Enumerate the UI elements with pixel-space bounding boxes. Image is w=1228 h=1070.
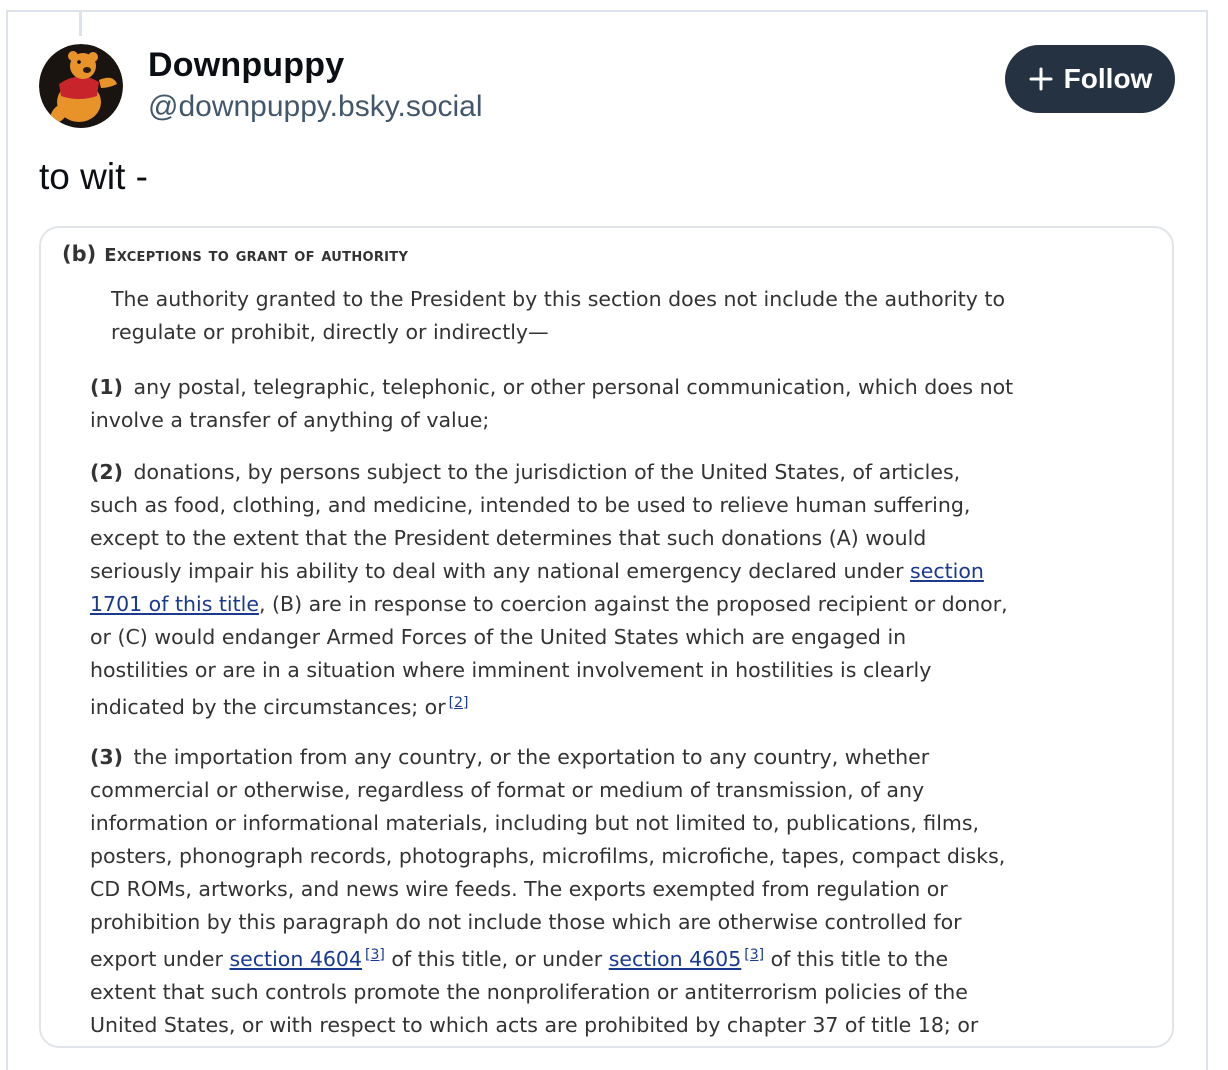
paragraph-1 [90, 371, 1013, 437]
paragraph-3 [90, 741, 1005, 1042]
post-text: to wit - [39, 156, 148, 197]
footnote-link[interactable]: [3] [365, 947, 385, 963]
paragraph-line: or (C) would endanger Armed Forces of the United States which are engaged in [90, 625, 907, 649]
avatar[interactable] [39, 44, 123, 128]
follow-button-label: Follow [1063, 63, 1153, 94]
paragraph-line: of this title to the [764, 947, 949, 971]
section-1701-link[interactable]: section [910, 559, 984, 583]
section-4604-link[interactable]: section 4604 [229, 947, 363, 971]
thread-connector-line [79, 10, 82, 36]
paragraph-line: prohibition by this paragraph do not include those which are otherwise controlled for [90, 910, 962, 934]
author-display-name[interactable]: Downpuppy [148, 46, 345, 84]
paragraph-line: commercial or otherwise, regardless of format or medium of transmission, of any [90, 778, 925, 802]
paragraph-line: except to the extent that the President determines that such donations (A) would [90, 526, 927, 550]
paragraph-2 [90, 456, 1008, 724]
law-excerpt [41, 228, 1172, 1046]
section-title: Exceptions to grant of authority [104, 245, 409, 266]
paragraph-line: posters, phonograph records, photographs, microfilms, microfiche, tapes, compact disks, [90, 844, 1006, 868]
section-1701-link[interactable]: 1701 of this title [90, 592, 259, 616]
paragraph-line: hostilities or are in a situation where imminent involvement in hostilities is clearly [90, 658, 932, 682]
paragraph-line: CD ROMs, artworks, and news wire feeds. The exports exempted from regulation or [90, 877, 948, 901]
paragraph-line: any postal, telegraphic, telephonic, or other personal communication, which does not [133, 375, 1014, 399]
winnie-the-pooh-avatar-icon [39, 44, 123, 128]
footnote-link[interactable]: [2] [448, 695, 469, 711]
paragraph-line: extent that such controls promote the nonproliferation or antiterrorism policies of the [90, 980, 968, 1004]
intro-line: regulate or prohibit, directly or indirectly— [111, 320, 549, 344]
follow-button[interactable] [1005, 45, 1175, 113]
paragraph-line: seriously impair his ability to deal with any national emergency declared under [90, 559, 911, 583]
author-handle[interactable]: @downpuppy.bsky.social [148, 90, 483, 123]
paragraph-line: indicated by the circumstances; or [90, 695, 446, 719]
paragraph-line: of this title, or under [384, 947, 609, 971]
embedded-image[interactable] [39, 226, 1174, 1048]
paragraph-number: (2) [90, 460, 124, 484]
paragraph-number: (3) [90, 745, 124, 769]
intro-paragraph [111, 283, 1005, 349]
paragraph-number: (1) [90, 375, 124, 399]
plus-icon [1028, 66, 1054, 92]
paragraph-line: donations, by persons subject to the jurisdiction of the United States, of articles, [133, 460, 961, 484]
paragraph-line: such as food, clothing, and medicine, intended to be used to relieve human suffering, [90, 493, 971, 517]
paragraph-line: , (B) are in response to coercion against the proposed recipient or donor, [258, 592, 1008, 616]
intro-line: The authority granted to the President by this section does not include the authority to [111, 287, 1006, 311]
paragraph-line: export under [90, 947, 230, 971]
footnote-link[interactable]: [3] [744, 947, 765, 963]
section-4605-link[interactable]: section 4605 [608, 947, 742, 971]
section-heading [62, 242, 408, 266]
section-mark: (b) [62, 242, 97, 266]
paragraph-line: information or informational materials, including but not limited to, publications, films, [90, 811, 980, 835]
paragraph-line: United States, or with respect to which acts are prohibited by chapter 37 of title 18; or [90, 1013, 979, 1037]
paragraph-line: the importation from any country, or the exportation to any country, whether [133, 745, 930, 769]
paragraph-line: involve a transfer of anything of value; [90, 408, 490, 432]
